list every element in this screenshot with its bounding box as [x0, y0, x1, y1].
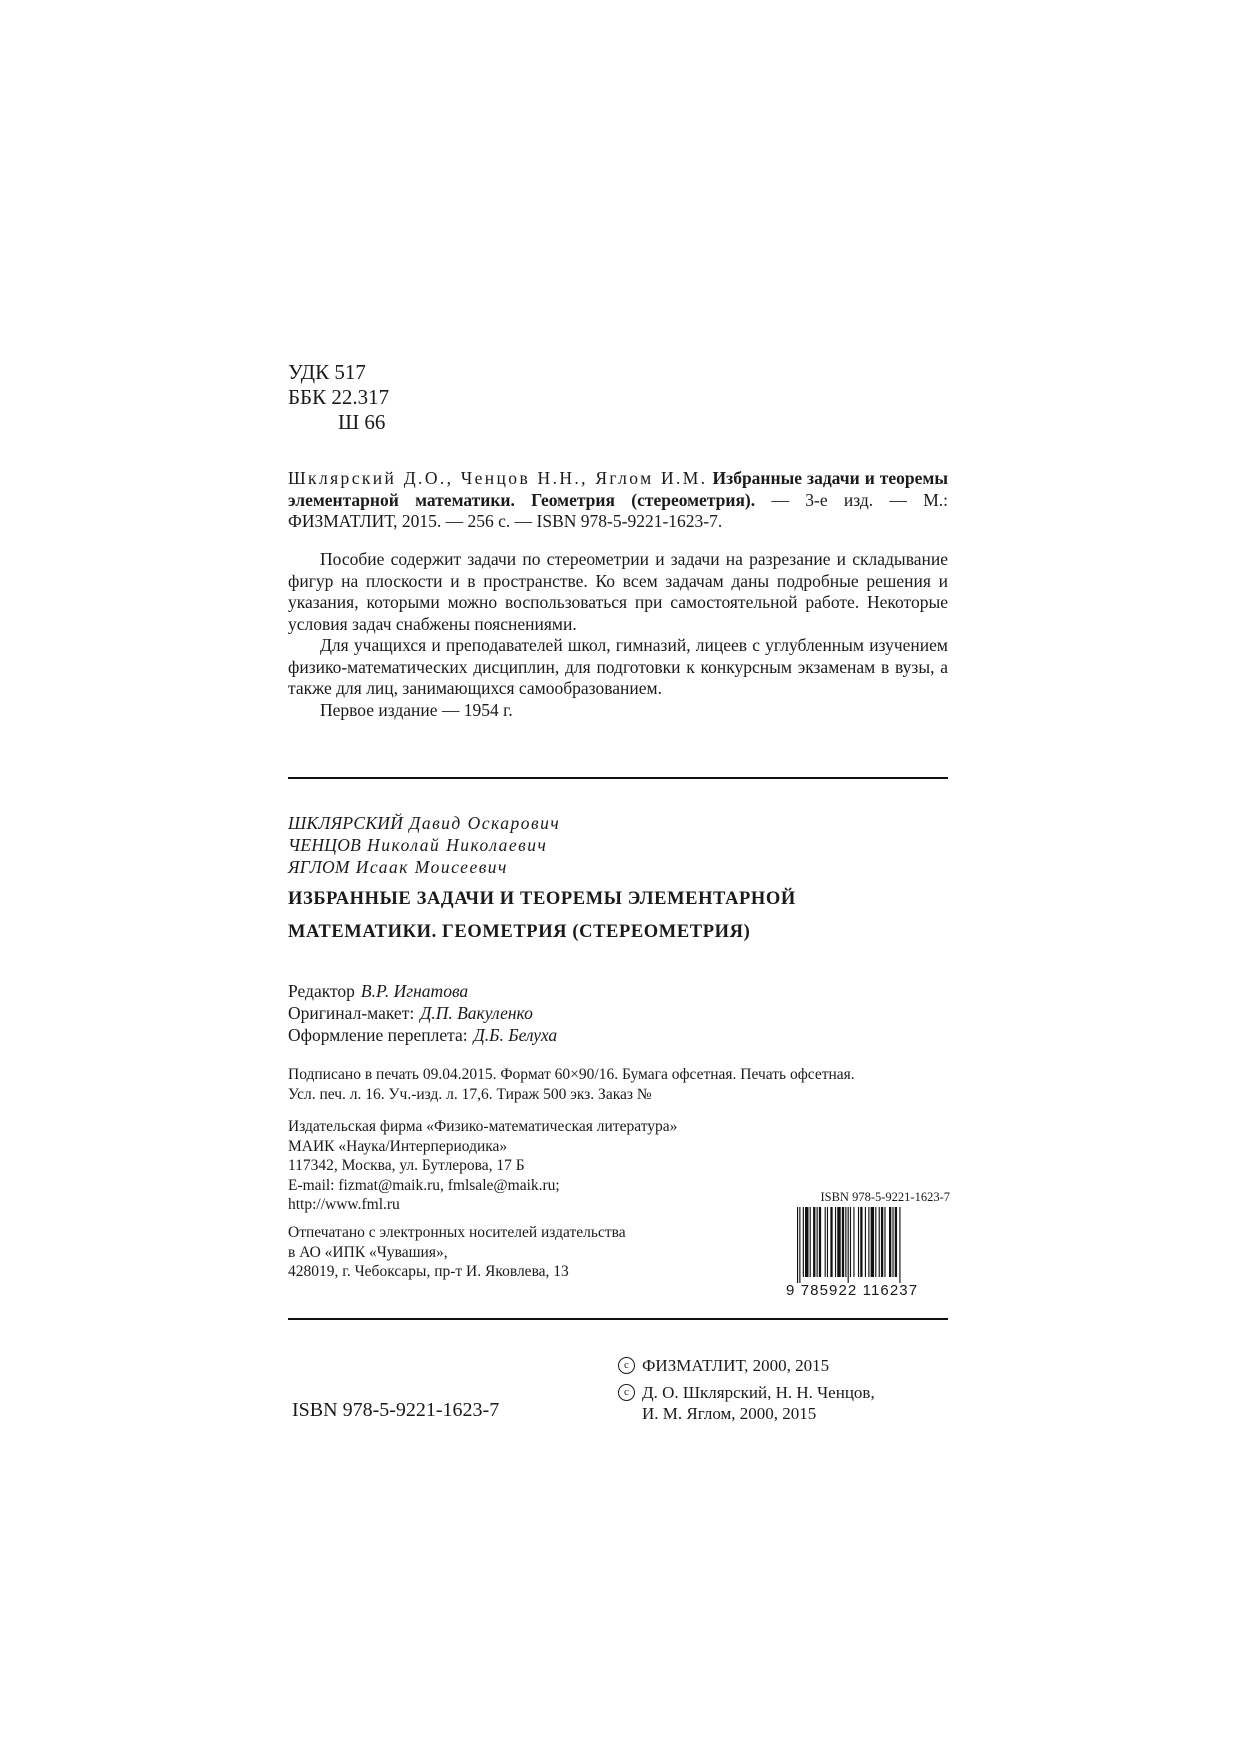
udk-code: УДК 517 [288, 360, 366, 384]
annotation-paragraph: Пособие содержит задачи по стереометрии и задачи на разрезание и складывание фигур на плоскости и в пространстве. Ко всем задачам даны подробные решения и указания, которыми можно воспользоваться при самостоятельной работе. Некоторые условия задач снабжены пояснениями. [288, 549, 948, 634]
copyright-text-line: ФИЗМАТЛИТ, 2000, 2015 [642, 1356, 830, 1375]
staff-line [288, 1024, 557, 1046]
publisher-line: Издательская фирма «Физико-математическая литература» [288, 1118, 678, 1135]
barcode-bar [797, 1207, 798, 1283]
staff-role: Редактор [288, 981, 355, 1001]
book-title-line: ИЗБРАННЫЕ ЗАДАЧИ И ТЕОРЕМЫ ЭЛЕМЕНТАРНОЙ [288, 889, 796, 909]
author-name: Исаак Моисеевич [355, 857, 508, 877]
publisher-website: http://www.fml.ru [288, 1196, 400, 1213]
publisher-line: МАИК «Наука/Интерпериодика» [288, 1137, 508, 1155]
barcode-bar [842, 1207, 844, 1277]
barcode-bar [892, 1207, 893, 1277]
copyright-icon: c [618, 1357, 635, 1374]
copyright-block [618, 1355, 875, 1430]
barcode-bar [881, 1207, 883, 1277]
copyright-text-line: И. М. Яглом, 2000, 2015 [642, 1404, 817, 1423]
staff-line [288, 1002, 557, 1024]
classification-block [288, 360, 389, 435]
divider-rule [288, 777, 948, 779]
publisher-email: E-mail: fizmat@maik.ru, fmlsale@maik.ru; [288, 1176, 560, 1194]
barcode-bar [884, 1207, 885, 1277]
staff-line [288, 980, 557, 1002]
barcode-bar [845, 1207, 846, 1277]
barcode-bar [805, 1207, 808, 1277]
biblio-authors: Шклярский Д.О., Ченцов Н.Н., Яглом И.М. [288, 468, 708, 488]
divider-rule [288, 1318, 948, 1320]
barcode-bar [871, 1207, 874, 1277]
copyright-line [618, 1382, 875, 1424]
annotation-paragraph: Для учащихся и преподавателей школ, гимназий, лицеев с углубленным изучением физико-математических дисциплин, для подготовки к конкурсным экзаменам в вузы, а также для лиц, занимающихся самообразованием. [288, 635, 948, 698]
book-title-line: МАТЕМАТИКИ. ГЕОМЕТРИЯ (СТЕРЕОМЕТРИЯ) [288, 922, 751, 942]
copyright-text [642, 1355, 829, 1376]
annotation-paragraph: Первое издание — 1954 г. [320, 699, 513, 720]
biblio-details: — 3-е изд. — М.: ФИЗМАТЛИТ, 2015. — 256 с. — ISBN 978-5-9221-1623-7. [288, 489, 949, 531]
barcode-bar [868, 1207, 869, 1277]
annotation [288, 549, 948, 721]
copyright-text [642, 1382, 875, 1424]
barcode-bar [858, 1207, 859, 1277]
staff-person: Д.П. Вакуленко [420, 1003, 533, 1023]
staff-person: Д.Б. Белуха [473, 1025, 558, 1045]
barcode-bar [819, 1207, 821, 1277]
copyright-text-line: Д. О. Шклярский, Н. Н. Ченцов, [642, 1383, 875, 1402]
book-title [288, 883, 948, 949]
author-line [288, 834, 560, 856]
staff-person: В.Р. Игнатова [360, 981, 469, 1001]
staff-role: Оригинал-макет: [288, 1003, 415, 1023]
barcode-isbn-label: ISBN 978-5-9221-1623-7 [820, 1190, 950, 1204]
barcode-bar [853, 1207, 854, 1277]
barcode-bar [895, 1207, 897, 1277]
barcode-bar [899, 1207, 900, 1283]
print-info [288, 1065, 948, 1104]
barcode-bar [879, 1207, 880, 1277]
author-line [288, 812, 560, 834]
barcode-bar [875, 1207, 876, 1277]
barcode-graphic [796, 1207, 948, 1283]
author-name: Давид Оскарович [409, 813, 561, 833]
printer-line: в АО «ИПК «Чувашия», [288, 1243, 448, 1261]
author-surname: ЧЕНЦОВ [288, 835, 362, 855]
authors-list [288, 812, 560, 878]
barcode-bar [830, 1207, 832, 1277]
barcode-bar [810, 1207, 811, 1277]
author-code: Ш 66 [338, 410, 386, 434]
bibliographic-entry [288, 468, 948, 533]
copyright-icon: c [618, 1384, 635, 1401]
bbk-code: ББК 22.317 [288, 385, 390, 409]
publisher-line: 117342, Москва, ул. Бутлерова, 17 Б [288, 1157, 525, 1174]
barcode-bar [848, 1207, 849, 1283]
biblio-title: Избранные задачи и теоремы элементарной математики. Геометрия (стереометрия). [288, 468, 949, 510]
staff-role: Оформление переплета: [288, 1025, 468, 1045]
print-info-line: Усл. печ. л. 16. Уч.-изд. л. 17,6. Тираж 500 экз. Заказ № [288, 1085, 652, 1103]
barcode-bar [817, 1207, 818, 1277]
barcode-bar [825, 1207, 826, 1277]
barcode-bar [827, 1207, 828, 1277]
publisher-info [288, 1117, 677, 1215]
barcode-bar [799, 1207, 800, 1283]
barcode-bar [850, 1207, 851, 1277]
staff-list [288, 980, 557, 1046]
print-info-line: Подписано в печать 09.04.2015. Формат 60×90/16. Бумага офсетная. Печать офсетная. [288, 1066, 855, 1083]
author-name: Николай Николаевич [367, 835, 548, 855]
barcode-bar [889, 1207, 891, 1277]
barcode-bar [813, 1207, 815, 1277]
barcode-digits: 9 785922 116237 [786, 1282, 919, 1299]
author-line [288, 856, 560, 878]
barcode-bar [837, 1207, 840, 1277]
barcode-bar [865, 1207, 866, 1277]
isbn-main: ISBN 978-5-9221-1623-7 [292, 1399, 500, 1421]
author-surname: ЯГЛОМ [288, 857, 350, 877]
barcode-bar [835, 1207, 836, 1277]
printer-line: Отпечатано с электронных носителей издательства [288, 1224, 626, 1241]
barcode-bar [860, 1207, 862, 1277]
printer-info [288, 1223, 626, 1282]
printer-line: 428019, г. Чебоксары, пр-т И. Яковлева, 13 [288, 1263, 569, 1280]
copyright-line [618, 1355, 875, 1376]
author-surname: ШКЛЯРСКИЙ [288, 813, 404, 833]
barcode-bar [803, 1207, 804, 1277]
